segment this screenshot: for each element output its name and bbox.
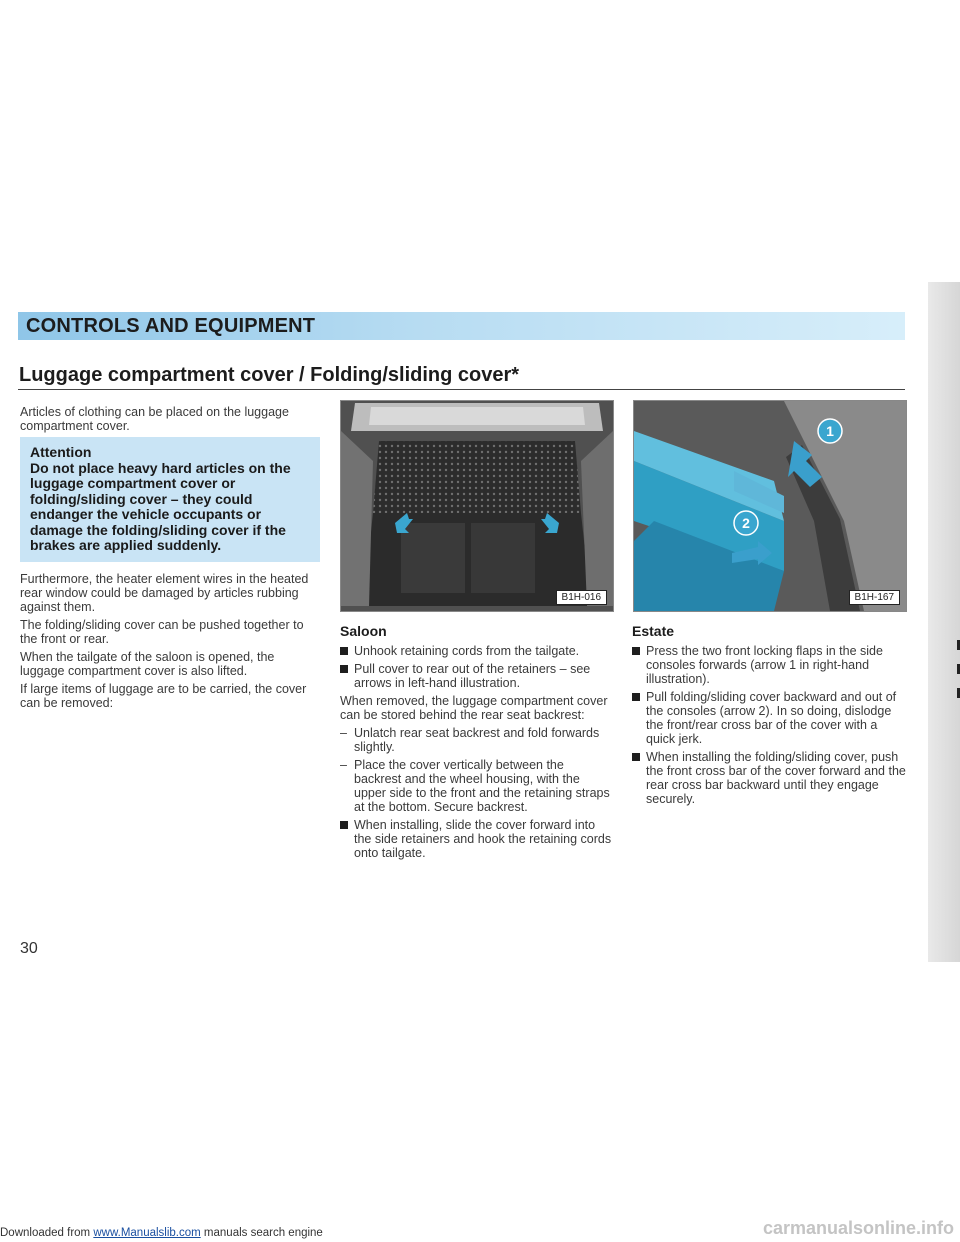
intro-paragraph: If large items of luggage are to be carried, the cover can be removed:	[20, 681, 307, 710]
page-number: 30	[20, 940, 38, 957]
footer-suffix: manuals search engine	[203, 1227, 323, 1239]
saloon-trunk-drawing	[341, 401, 613, 611]
figure-code: B1H-016	[556, 590, 607, 605]
heading-rule	[18, 389, 905, 390]
thumb-index-tab	[928, 282, 960, 962]
estate-illustration	[633, 400, 907, 612]
instruction-bullet: Unhook retaining cords from the tailgate.	[340, 644, 613, 658]
attention-title: Attention	[30, 444, 92, 460]
instruction-dash: – Unlatch rear seat backrest and fold forwards slightly.	[340, 726, 613, 754]
saloon-illustration	[340, 400, 614, 612]
saloon-heading: Saloon	[340, 623, 387, 639]
intro-column	[20, 405, 320, 714]
instruction-bullet: When installing the folding/sliding cover, push the front cross bar of the cover forward and the rear cross bar backward until they engage securely.	[632, 750, 908, 806]
intro-paragraph: The folding/sliding cover can be pushed together to the front or rear.	[20, 617, 304, 646]
arrow-number-2: 2	[742, 515, 750, 531]
section-banner	[18, 312, 905, 340]
attention-box	[20, 437, 320, 562]
manualslib-link[interactable]: www.Manualslib.com	[93, 1227, 201, 1239]
figure-code: B1H-167	[849, 590, 900, 605]
footer-prefix: Downloaded from	[0, 1227, 91, 1239]
instruction-bullet: When installing, slide the cover forward into the side retainers and hook the retaining cords onto tailgate.	[340, 818, 613, 860]
instruction-dash: – Place the cover vertically between the backrest and the wheel housing, with the upper side to the front and the retaining straps at the bottom. Secure backrest.	[340, 758, 613, 814]
estate-trunk-drawing	[634, 401, 906, 611]
watermark: carmanualsonline.info	[762, 1218, 954, 1238]
estate-heading: Estate	[632, 623, 675, 639]
instruction-text: When removed, the luggage compartment cover can be stored behind the rear seat backrest:	[340, 694, 608, 722]
saloon-column	[340, 624, 613, 864]
instruction-bullet: Pull folding/sliding cover backward and out of the consoles (arrow 2). In so doing, dislodge the front/rear cross bar of the cover with a quick jerk.	[632, 690, 908, 746]
instruction-bullet: Pull cover to rear out of the retainers – see arrows in left-hand illustration.	[340, 662, 613, 690]
section-title: CONTROLS AND EQUIPMENT	[26, 315, 316, 337]
attention-text: Do not place heavy hard articles on the luggage compartment cover or folding/sliding cover – they could endanger the vehicle occupants or damage the folding/sliding cover if the brakes are applied suddenly.	[30, 459, 291, 553]
download-footer	[0, 1227, 323, 1239]
instruction-bullet: Press the two front locking flaps in the side consoles forwards (arrow 1 in right-hand illustration).	[632, 644, 908, 686]
page-heading: Luggage compartment cover / Folding/sliding cover*	[19, 364, 520, 386]
estate-column	[632, 624, 908, 810]
intro-paragraph: When the tailgate of the saloon is opened, the luggage compartment cover is also lifted.	[20, 649, 275, 678]
arrow-number-1: 1	[826, 423, 834, 439]
intro-paragraph: Furthermore, the heater element wires in the heated rear window could be damaged by articles rubbing against them.	[20, 571, 309, 614]
intro-paragraph: Articles of clothing can be placed on the luggage compartment cover.	[20, 405, 289, 433]
